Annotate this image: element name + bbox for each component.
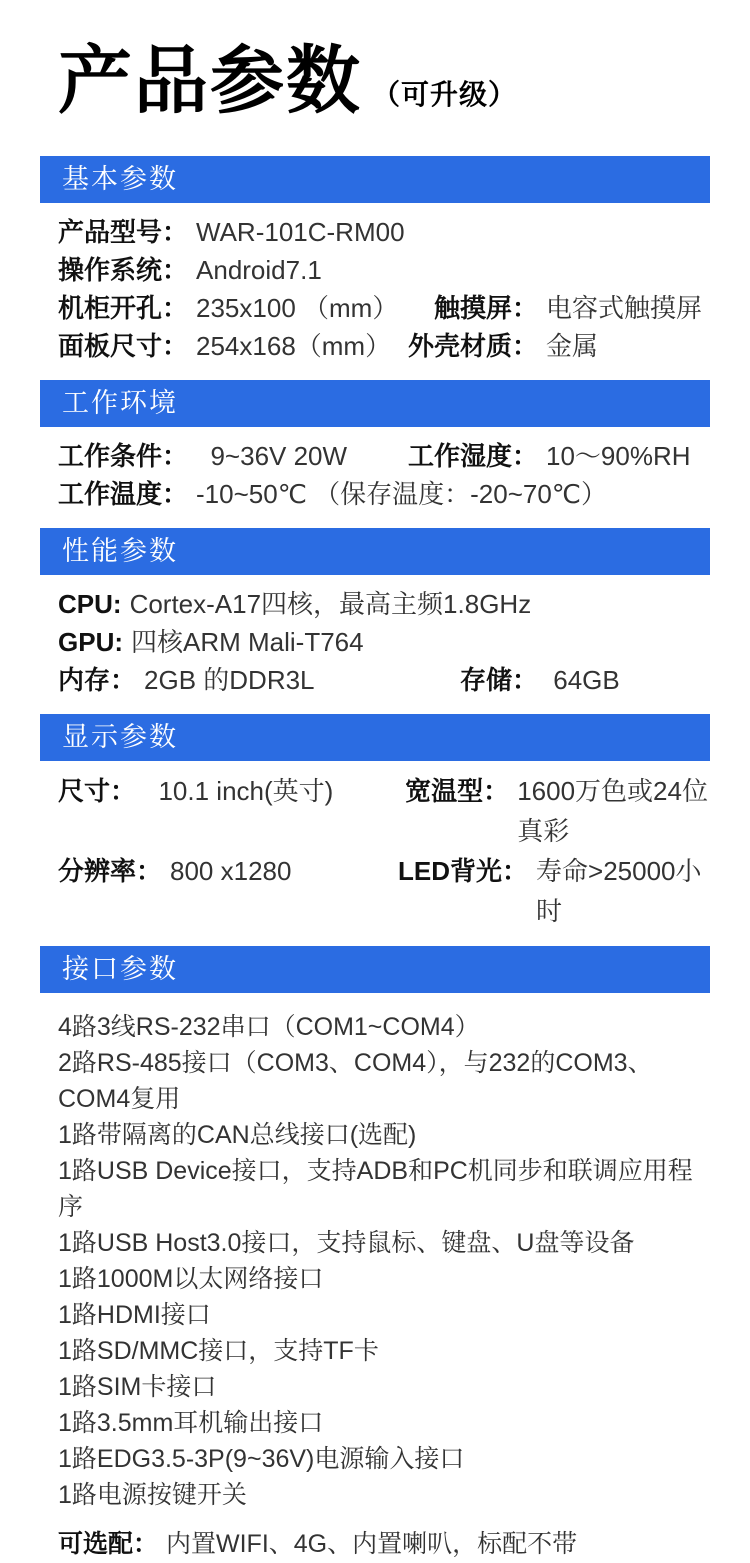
spec-value: 10.1 inch(英寸) (144, 776, 334, 807)
spec-label: GPU: (58, 627, 123, 658)
spec-value: 寿命>25000小时 (536, 856, 702, 927)
spec-cell (58, 851, 398, 931)
spec-value: Android7.1 (196, 255, 322, 286)
spec-cell (398, 661, 620, 699)
spec-cell (398, 771, 710, 851)
spec-cell (58, 475, 607, 513)
page-title-note: （可升级） (372, 79, 518, 111)
spec-cell (58, 771, 398, 851)
section-body (40, 575, 710, 714)
interface-item: 1路HDMI接口 (58, 1301, 211, 1330)
section-header: 显示参数 (40, 714, 710, 761)
spec-cell (398, 327, 598, 365)
spec-cell (58, 251, 322, 289)
section-header: 基本参数 (40, 156, 710, 203)
spec-label: 宽温型： (405, 776, 510, 807)
spec-value: 2GB 的DDR3L (144, 665, 315, 696)
spec-label: 外壳材质： (407, 331, 538, 362)
spec-cell (58, 327, 398, 365)
spec-row (58, 475, 710, 513)
spec-value: 10～90%RH (546, 441, 691, 472)
spec-label: 分辨率： (58, 856, 163, 887)
interface-item: 1路带隔离的CAN总线接口(选配) (58, 1121, 417, 1150)
section-body (40, 203, 710, 380)
section-work-environment (40, 380, 710, 528)
spec-cell (58, 437, 398, 475)
spec-label: 面板尺寸： (58, 331, 189, 362)
spec-row (58, 327, 710, 365)
spec-row (58, 771, 710, 851)
spec-label: 工作温度： (58, 479, 189, 510)
spec-label: CPU: (58, 589, 122, 620)
spec-value: Cortex-A17四核，最高主频1.8GHz (129, 589, 532, 620)
section-header: 接口参数 (40, 946, 710, 993)
spec-cell (58, 585, 531, 623)
interface-item: 1路电源按键开关 (58, 1481, 247, 1510)
spec-cell (58, 661, 398, 699)
spec-label: 操作系统： (58, 255, 189, 286)
spec-value: 金属 (546, 331, 599, 362)
spec-value: 内置WIFI、4G、内置喇叭，标配不带 (166, 1530, 578, 1559)
optional-config-row (58, 1525, 710, 1563)
spec-row (58, 213, 710, 251)
spec-cell (398, 851, 710, 931)
spec-row (58, 585, 710, 623)
spec-row (58, 251, 710, 289)
interface-item: 1路1000M以太网络接口 (58, 1265, 324, 1294)
interface-item: 1路USB Device接口，支持ADB和PC机同步和联调应用程序 (58, 1157, 693, 1222)
interface-item: 1路USB Host3.0接口，支持鼠标、键盘、U盘等设备 (58, 1229, 635, 1258)
section-header: 工作环境 (40, 380, 710, 427)
spec-label: 机柜开孔： (58, 293, 189, 324)
spec-row (58, 289, 710, 327)
spec-value: 800 x1280 (170, 856, 292, 887)
spec-label: 内存： (58, 665, 137, 696)
interface-list (40, 993, 710, 1563)
spec-row (58, 623, 710, 661)
spec-cell (398, 289, 702, 327)
spec-value: 254x168（mm） (196, 331, 392, 362)
spec-value: 四核ARM Mali-T764 (131, 627, 364, 658)
page-title-text: 产品参数 (58, 39, 362, 122)
spec-label: 产品型号： (58, 217, 189, 248)
spec-label: 工作湿度： (407, 441, 538, 472)
spec-value: 电容式触摸屏 (546, 293, 703, 324)
spec-row (58, 851, 710, 931)
interface-item: 1路SIM卡接口 (58, 1373, 217, 1402)
spec-label: 触摸屏： (433, 293, 538, 324)
spec-label: 存储： (459, 665, 538, 696)
interface-item: 2路RS-485接口（COM3、COM4），与232的COM3、COM4复用 (58, 1049, 653, 1114)
section-interface-params (40, 946, 710, 1563)
spec-label: 工作条件： (58, 441, 189, 472)
spec-label: LED背光： (398, 856, 529, 887)
spec-label: 可选配： (58, 1530, 159, 1559)
section-display-params (40, 714, 710, 946)
spec-value: 9~36V 20W (196, 441, 348, 472)
section-body (40, 427, 710, 528)
spec-value: 64GB (546, 665, 620, 696)
spec-cell (58, 289, 398, 327)
section-basic-params (40, 156, 710, 380)
spec-row (58, 661, 710, 699)
section-header: 性能参数 (40, 528, 710, 575)
interface-item: 1路3.5mm耳机输出接口 (58, 1409, 324, 1438)
page-title (58, 38, 750, 123)
section-performance-params (40, 528, 710, 714)
interface-item: 4路3线RS-232串口（COM1~COM4） (58, 1013, 480, 1042)
spec-value: 1600万色或24位真彩 (517, 776, 708, 847)
spec-value: 235x100 （mm） (196, 293, 399, 324)
interface-item: 1路EDG3.5-3P(9~36V)电源输入接口 (58, 1445, 465, 1474)
spec-cell (398, 437, 691, 475)
section-body (40, 761, 710, 946)
spec-value: WAR-101C-RM00 (196, 217, 405, 248)
spec-cell (58, 623, 364, 661)
spec-value: -10~50℃ （保存温度：-20~70℃） (196, 479, 608, 510)
spec-label: 尺寸： (58, 776, 137, 807)
interface-item: 1路SD/MMC接口，支持TF卡 (58, 1337, 379, 1366)
spec-row (58, 437, 710, 475)
spec-cell (58, 213, 405, 251)
